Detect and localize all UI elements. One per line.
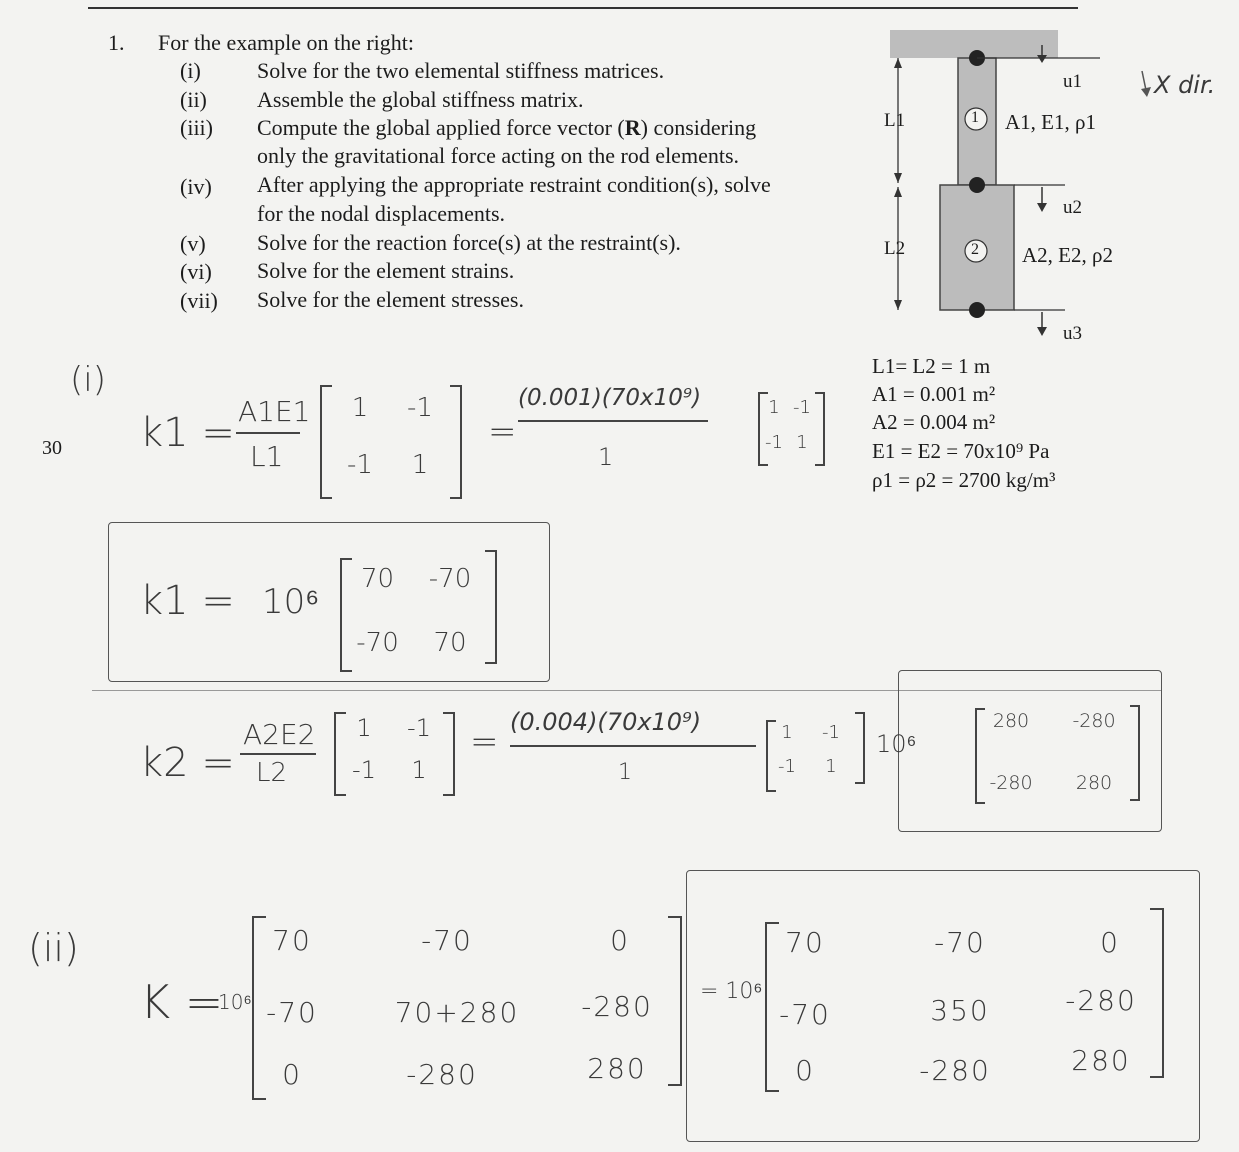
k2-numeric-numerator: (0.004)(70x10⁹) xyxy=(510,708,702,736)
part-label: (vi) xyxy=(180,259,212,284)
question-number: 1. xyxy=(108,30,125,55)
equals-sign: = xyxy=(488,412,517,452)
part-label: (vii) xyxy=(180,288,218,313)
part-label: (iii) xyxy=(180,115,213,140)
k1-symbol: k1 = xyxy=(140,410,235,456)
unit-matrix-k2-small: 1 -1 -1 1 xyxy=(778,722,840,777)
fraction-bar xyxy=(518,420,708,422)
K-final-matrix: 70 -70 0 -70 350 -280 0 -280 280 xyxy=(779,926,1137,1087)
part-label: (v) xyxy=(180,231,206,256)
fraction-bar xyxy=(236,432,300,434)
fraction-bar xyxy=(510,745,756,747)
part-label: (i) xyxy=(180,58,201,83)
L2-label: L2 xyxy=(884,238,906,259)
part-text: After applying the appropriate restraint condition(s), solve xyxy=(257,172,771,197)
x-direction-note: X dir. xyxy=(1154,71,1216,99)
part-text: Solve for the two elemental stiffness matrices. xyxy=(257,58,665,83)
given-lengths: L1= L2 = 1 m xyxy=(872,354,991,378)
K-symbol: K = xyxy=(140,975,224,1029)
element-1-props: A1, E1, ρ1 xyxy=(1005,110,1096,134)
K-equals-scale: = 10⁶ xyxy=(700,979,763,1004)
unit-matrix-k2: 1 -1 -1 1 xyxy=(352,714,431,784)
k2-result-matrix: 280 -280 -280 280 xyxy=(989,710,1116,794)
k2-symbol: k2 = xyxy=(140,740,235,786)
given-density: ρ1 = ρ2 = 2700 kg/m³ xyxy=(872,468,1056,492)
part-i-label: (i) xyxy=(70,360,106,400)
part-ii-label: (ii) xyxy=(28,926,79,970)
k1-numeric-numerator: (0.001)(70x10⁹) xyxy=(518,385,702,411)
u2-label: u2 xyxy=(1063,197,1082,218)
header-rule xyxy=(88,7,1078,9)
given-area-2: A2 = 0.004 m² xyxy=(872,410,996,434)
unit-matrix-k1-small: 1 -1 -1 1 xyxy=(765,397,811,453)
k1-fraction-numerator: A1E1 xyxy=(238,395,311,428)
k1-numeric-denominator: 1 xyxy=(598,443,614,471)
k1-result-symbol: k1 = xyxy=(140,578,235,624)
part-text: Compute the global applied force vector (R) considering xyxy=(257,115,757,140)
part-text: Solve for the element stresses. xyxy=(257,287,524,312)
part-label: (ii) xyxy=(180,87,207,112)
element-2-props: A2, E2, ρ2 xyxy=(1022,243,1113,267)
element-2-number: 2 xyxy=(971,241,979,258)
unit-matrix-k1: 1 -1 -1 1 xyxy=(347,393,433,480)
K-scale: 10⁶ xyxy=(218,990,252,1014)
equals-sign: = xyxy=(470,722,499,762)
K-assembly-matrix: 70 -70 0 -70 70+280 -280 0 -280 280 xyxy=(266,924,653,1091)
k2-result-scale: 10⁶ xyxy=(876,730,917,758)
part-text-cont: for the nodal displacements. xyxy=(257,201,506,226)
fraction-bar xyxy=(240,753,316,755)
node-2 xyxy=(969,177,985,193)
u3-label: u3 xyxy=(1063,323,1082,344)
question-intro: For the example on the right: xyxy=(158,30,414,55)
k2-numeric-denominator: 1 xyxy=(618,760,632,785)
k2-fraction-denominator: L2 xyxy=(256,758,288,788)
part-text-cont: only the gravitational force acting on the rod elements. xyxy=(257,143,740,168)
k1-result-matrix: 70 -70 -70 70 xyxy=(356,564,472,658)
given-modulus: E1 = E2 = 70x10⁹ Pa xyxy=(872,439,1050,463)
element-1-number: 1 xyxy=(971,109,979,126)
L1-label: L1 xyxy=(884,110,906,131)
margin-score: 30 xyxy=(42,437,62,459)
given-area-1: A1 = 0.001 m² xyxy=(872,382,996,406)
part-text: Solve for the reaction force(s) at the restraint(s). xyxy=(257,230,681,255)
k1-fraction-denominator: L1 xyxy=(250,440,284,473)
k2-fraction-numerator: A2E2 xyxy=(243,718,316,751)
u1-label: u1 xyxy=(1063,71,1082,92)
part-text: Assemble the global stiffness matrix. xyxy=(257,87,584,112)
k1-result-scale: 10⁶ xyxy=(262,582,320,622)
node-3 xyxy=(969,302,985,318)
part-label: (iv) xyxy=(180,174,212,199)
part-text: Solve for the element strains. xyxy=(257,258,515,283)
